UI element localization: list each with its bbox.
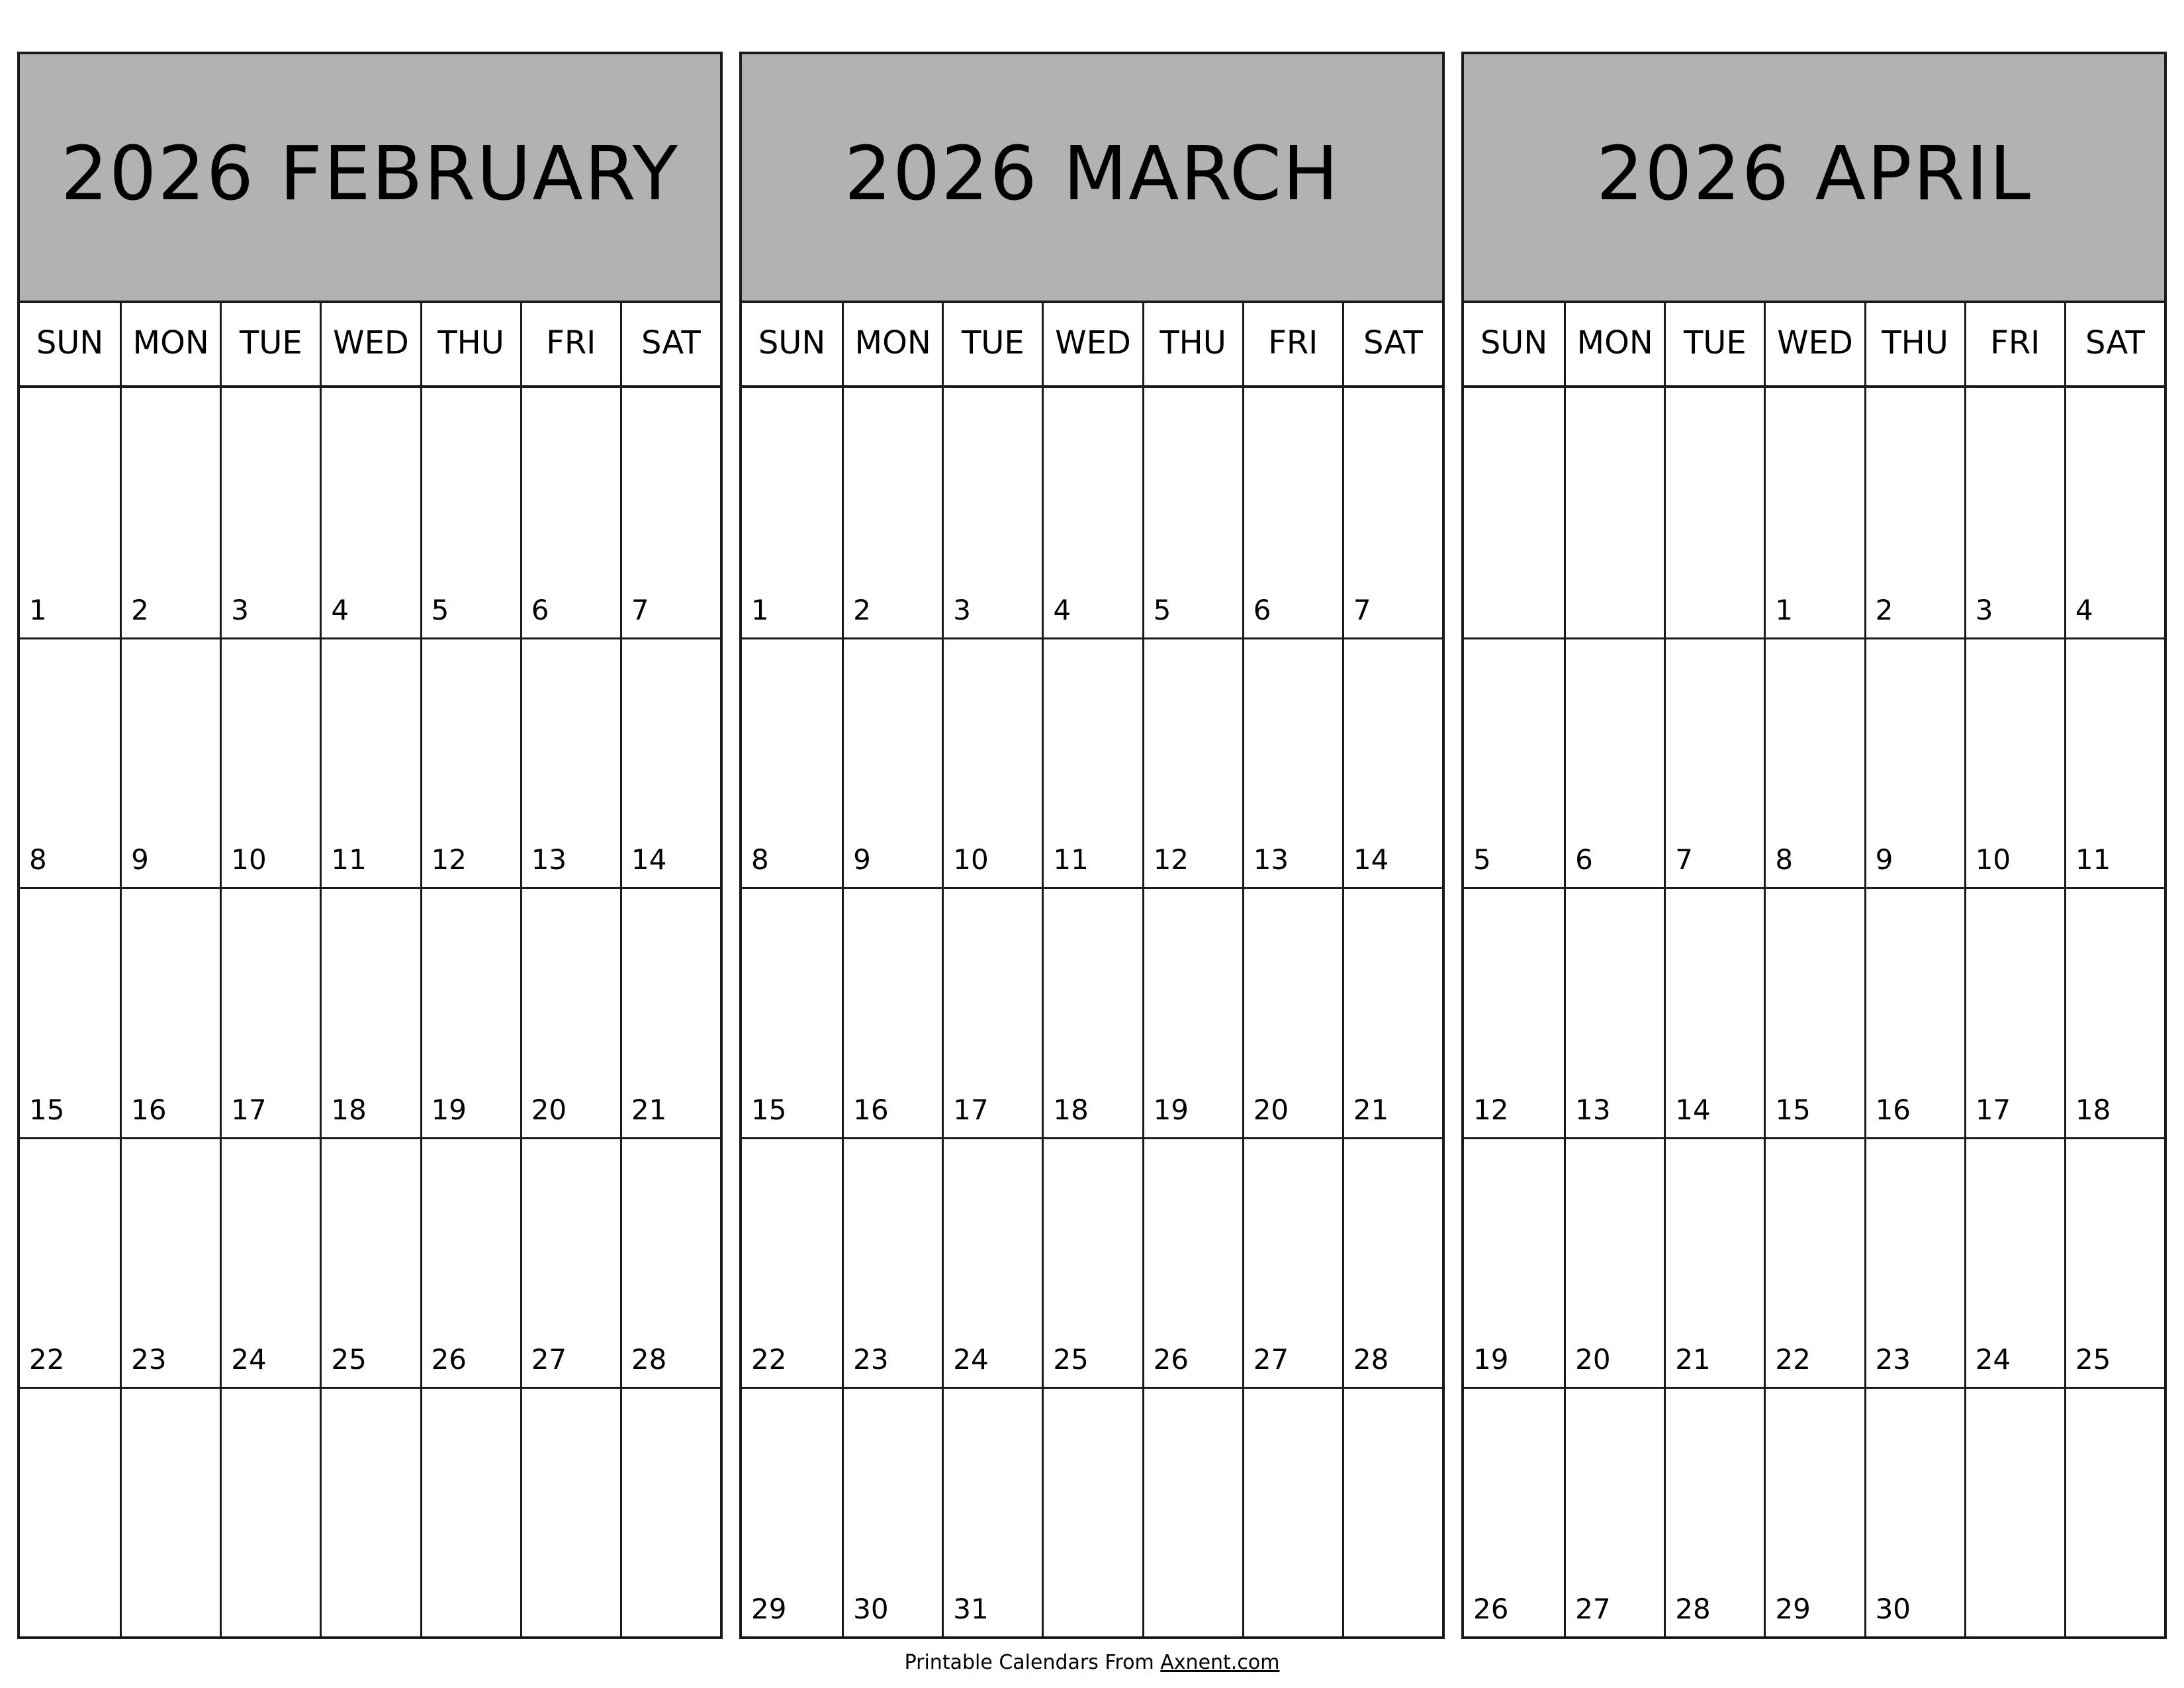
- month-panel: [1461, 52, 2167, 1639]
- day-cell: [320, 1137, 420, 1387]
- month-title: 2026 APRIL: [1596, 131, 2032, 217]
- day-number: 25: [2075, 1342, 2111, 1376]
- weekday-label: THU: [420, 301, 520, 385]
- day-cell: [1964, 1387, 2064, 1636]
- day-number: 12: [1473, 1093, 1509, 1126]
- day-cell: [742, 887, 842, 1137]
- day-cell: [320, 637, 420, 887]
- day-number: 20: [531, 1093, 567, 1126]
- day-cell: [20, 1387, 120, 1636]
- day-number: 8: [29, 843, 47, 876]
- day-number: 13: [531, 843, 567, 876]
- day-cell: [1142, 1137, 1242, 1387]
- day-cell: [1242, 1387, 1342, 1636]
- day-cell: [1764, 388, 1864, 637]
- day-cell: [220, 887, 320, 1137]
- day-cell: [1464, 1137, 1564, 1387]
- day-cell: [2064, 388, 2164, 637]
- day-number: 9: [853, 843, 871, 876]
- day-number: 10: [953, 843, 989, 876]
- day-number: 22: [29, 1342, 65, 1376]
- day-cell: [1564, 1137, 1664, 1387]
- day-cell: [842, 388, 942, 637]
- day-number: 26: [1473, 1593, 1509, 1625]
- days-grid: [742, 388, 1442, 1636]
- day-number: 3: [231, 594, 250, 627]
- day-cell: [842, 1387, 942, 1636]
- day-number: 13: [1253, 843, 1289, 876]
- day-cell: [620, 1137, 720, 1387]
- day-cell: [420, 1137, 520, 1387]
- days-grid: [1464, 388, 2164, 1636]
- day-cell: [420, 388, 520, 637]
- footer-link[interactable]: Axnent.com: [1160, 1651, 1280, 1674]
- weekday-header-row: [20, 301, 720, 388]
- day-number: 26: [1153, 1342, 1189, 1376]
- month-header: [20, 54, 720, 303]
- day-number: 13: [1575, 1093, 1611, 1126]
- day-number: 17: [953, 1093, 989, 1126]
- day-cell: [742, 637, 842, 887]
- month-panel: [17, 52, 723, 1639]
- day-cell: [420, 637, 520, 887]
- day-number: 16: [1875, 1093, 1911, 1126]
- day-cell: [1764, 887, 1864, 1137]
- day-cell: [520, 887, 620, 1137]
- day-number: 15: [751, 1093, 787, 1126]
- day-cell: [1964, 637, 2064, 887]
- day-number: 21: [1675, 1342, 1711, 1376]
- day-number: 25: [1053, 1342, 1089, 1376]
- day-cell: [20, 388, 120, 637]
- day-number: 7: [1675, 843, 1694, 876]
- day-cell: [1964, 887, 2064, 1137]
- day-cell: [1042, 637, 1142, 887]
- day-cell: [220, 1387, 320, 1636]
- day-cell: [1964, 1137, 2064, 1387]
- month-header: [742, 54, 1442, 303]
- day-cell: [1864, 1387, 1964, 1636]
- day-cell: [942, 1137, 1042, 1387]
- day-cell: [2064, 637, 2164, 887]
- day-number: 20: [1575, 1342, 1611, 1376]
- day-cell: [942, 1387, 1042, 1636]
- day-number: 22: [751, 1342, 787, 1376]
- day-cell: [1564, 1387, 1664, 1636]
- day-cell: [2064, 1137, 2164, 1387]
- weekday-label: THU: [1142, 301, 1242, 385]
- day-cell: [1864, 388, 1964, 637]
- weekday-label: FRI: [520, 301, 620, 385]
- day-cell: [520, 1387, 620, 1636]
- day-number: 22: [1775, 1342, 1811, 1376]
- day-cell: [1042, 1387, 1142, 1636]
- day-cell: [220, 1137, 320, 1387]
- day-number: 27: [1253, 1342, 1289, 1376]
- day-cell: [1464, 887, 1564, 1137]
- day-cell: [1242, 1137, 1342, 1387]
- day-cell: [942, 887, 1042, 1137]
- day-cell: [320, 887, 420, 1137]
- day-number: 21: [1353, 1093, 1389, 1126]
- day-number: 23: [1875, 1342, 1911, 1376]
- day-number: 12: [431, 843, 467, 876]
- day-number: 14: [1675, 1093, 1711, 1126]
- day-cell: [520, 637, 620, 887]
- day-cell: [1764, 637, 1864, 887]
- day-number: 28: [631, 1342, 667, 1376]
- day-cell: [520, 1137, 620, 1387]
- day-number: 19: [1473, 1342, 1509, 1376]
- day-cell: [1664, 887, 1764, 1137]
- weekday-label: MON: [120, 301, 220, 385]
- day-number: 12: [1153, 843, 1189, 876]
- day-cell: [120, 887, 220, 1137]
- day-cell: [620, 887, 720, 1137]
- day-number: 19: [1153, 1093, 1189, 1126]
- day-number: 27: [531, 1342, 567, 1376]
- day-number: 23: [853, 1342, 889, 1376]
- day-number: 15: [1775, 1093, 1811, 1126]
- day-cell: [1042, 1137, 1142, 1387]
- day-cell: [2064, 1387, 2164, 1636]
- day-cell: [1342, 388, 1442, 637]
- weekday-label: TUE: [220, 301, 320, 385]
- day-cell: [1964, 388, 2064, 637]
- day-number: 1: [1775, 594, 1794, 627]
- weekday-label: FRI: [1242, 301, 1342, 385]
- day-number: 2: [853, 594, 871, 627]
- day-number: 11: [331, 843, 367, 876]
- day-number: 5: [1473, 843, 1491, 876]
- day-number: 16: [131, 1093, 167, 1126]
- day-number: 5: [431, 594, 449, 627]
- day-number: 11: [1053, 843, 1089, 876]
- day-cell: [1342, 1387, 1442, 1636]
- month-title: 2026 MARCH: [844, 131, 1340, 217]
- weekday-label: MON: [1564, 301, 1664, 385]
- day-number: 1: [29, 594, 47, 627]
- day-cell: [1564, 388, 1664, 637]
- day-cell: [1864, 887, 1964, 1137]
- day-number: 2: [1875, 594, 1893, 627]
- day-cell: [1764, 1387, 1864, 1636]
- day-number: 17: [231, 1093, 267, 1126]
- footer: [0, 1651, 2184, 1674]
- day-number: 5: [1153, 594, 1171, 627]
- day-number: 18: [2075, 1093, 2111, 1126]
- day-cell: [1664, 637, 1764, 887]
- day-cell: [842, 637, 942, 887]
- day-cell: [742, 388, 842, 637]
- day-cell: [1464, 637, 1564, 887]
- day-number: 4: [2075, 594, 2093, 627]
- day-number: 24: [953, 1342, 989, 1376]
- weekday-label: WED: [1764, 301, 1864, 385]
- day-number: 6: [531, 594, 549, 627]
- day-cell: [420, 1387, 520, 1636]
- weekday-label: SAT: [2064, 301, 2164, 385]
- month-panel: [739, 52, 1445, 1639]
- day-number: 7: [631, 594, 649, 627]
- day-cell: [220, 388, 320, 637]
- day-cell: [1464, 1387, 1564, 1636]
- day-number: 29: [751, 1593, 787, 1625]
- day-number: 6: [1575, 843, 1593, 876]
- day-cell: [1242, 637, 1342, 887]
- footer-text: Printable Calendars From: [904, 1651, 1161, 1674]
- day-cell: [120, 1137, 220, 1387]
- day-number: 26: [431, 1342, 467, 1376]
- days-grid: [20, 388, 720, 1636]
- weekday-label: SAT: [1342, 301, 1442, 385]
- day-cell: [1342, 887, 1442, 1137]
- day-cell: [1242, 388, 1342, 637]
- day-cell: [20, 637, 120, 887]
- day-number: 18: [1053, 1093, 1089, 1126]
- weekday-label: WED: [1042, 301, 1142, 385]
- day-number: 30: [1875, 1593, 1911, 1625]
- weekday-label: FRI: [1964, 301, 2064, 385]
- day-number: 20: [1253, 1093, 1289, 1126]
- day-number: 9: [131, 843, 149, 876]
- day-cell: [1664, 1387, 1764, 1636]
- day-cell: [120, 388, 220, 637]
- day-cell: [1564, 887, 1664, 1137]
- weekday-label: THU: [1864, 301, 1964, 385]
- day-number: 21: [631, 1093, 667, 1126]
- day-cell: [942, 637, 1042, 887]
- weekday-label: SUN: [758, 324, 826, 361]
- day-number: 19: [431, 1093, 467, 1126]
- day-cell: [1864, 637, 1964, 887]
- day-number: 25: [331, 1342, 367, 1376]
- day-cell: [620, 388, 720, 637]
- day-number: 31: [953, 1593, 989, 1625]
- day-cell: [1664, 1137, 1764, 1387]
- day-number: 10: [231, 843, 267, 876]
- day-number: 29: [1775, 1593, 1811, 1625]
- day-cell: [1342, 1137, 1442, 1387]
- day-cell: [1042, 388, 1142, 637]
- weekday-label: TUE: [1664, 301, 1764, 385]
- weekday-label: TUE: [942, 301, 1042, 385]
- day-number: 16: [853, 1093, 889, 1126]
- day-number: 28: [1353, 1342, 1389, 1376]
- weekday-label: SUN: [36, 324, 104, 361]
- day-cell: [1464, 388, 1564, 637]
- day-number: 11: [2075, 843, 2111, 876]
- day-cell: [20, 1137, 120, 1387]
- day-number: 9: [1875, 843, 1893, 876]
- day-cell: [942, 388, 1042, 637]
- day-number: 3: [953, 594, 972, 627]
- day-number: 15: [29, 1093, 65, 1126]
- day-cell: [1864, 1137, 1964, 1387]
- day-cell: [1242, 887, 1342, 1137]
- weekday-label: MON: [842, 301, 942, 385]
- day-cell: [842, 1137, 942, 1387]
- weekday-label: WED: [320, 301, 420, 385]
- day-number: 8: [751, 843, 769, 876]
- day-cell: [520, 388, 620, 637]
- month-title: 2026 FEBRUARY: [60, 131, 680, 217]
- weekday-label: SAT: [620, 301, 720, 385]
- weekday-header-row: [1464, 301, 2164, 388]
- day-number: 17: [1975, 1093, 2011, 1126]
- day-cell: [320, 388, 420, 637]
- day-cell: [20, 887, 120, 1137]
- day-number: 4: [331, 594, 349, 627]
- day-cell: [120, 637, 220, 887]
- day-cell: [1342, 637, 1442, 887]
- day-cell: [742, 1137, 842, 1387]
- day-number: 3: [1975, 594, 1993, 627]
- day-cell: [120, 1387, 220, 1636]
- day-number: 1: [751, 594, 769, 627]
- day-cell: [1042, 887, 1142, 1137]
- day-number: 18: [331, 1093, 367, 1126]
- day-cell: [620, 1387, 720, 1636]
- day-number: 8: [1775, 843, 1794, 876]
- day-cell: [742, 1387, 842, 1636]
- day-cell: [842, 887, 942, 1137]
- day-number: 28: [1675, 1593, 1711, 1625]
- day-number: 14: [1353, 843, 1389, 876]
- day-cell: [1142, 1387, 1242, 1636]
- day-cell: [620, 637, 720, 887]
- day-cell: [1142, 887, 1242, 1137]
- day-number: 7: [1353, 594, 1371, 627]
- day-number: 24: [1975, 1342, 2011, 1376]
- day-cell: [420, 887, 520, 1137]
- day-number: 6: [1253, 594, 1271, 627]
- day-number: 27: [1575, 1593, 1611, 1625]
- weekday-label: SUN: [1480, 324, 1548, 361]
- day-cell: [1664, 388, 1764, 637]
- day-number: 4: [1053, 594, 1071, 627]
- day-number: 10: [1975, 843, 2011, 876]
- day-number: 23: [131, 1342, 167, 1376]
- day-number: 14: [631, 843, 667, 876]
- day-number: 2: [131, 594, 149, 627]
- day-cell: [2064, 887, 2164, 1137]
- day-cell: [320, 1387, 420, 1636]
- day-cell: [1142, 388, 1242, 637]
- day-number: 30: [853, 1593, 889, 1625]
- day-cell: [1142, 637, 1242, 887]
- day-cell: [220, 637, 320, 887]
- day-number: 24: [231, 1342, 267, 1376]
- month-header: [1464, 54, 2164, 303]
- weekday-header-row: [742, 301, 1442, 388]
- day-cell: [1764, 1137, 1864, 1387]
- day-cell: [1564, 637, 1664, 887]
